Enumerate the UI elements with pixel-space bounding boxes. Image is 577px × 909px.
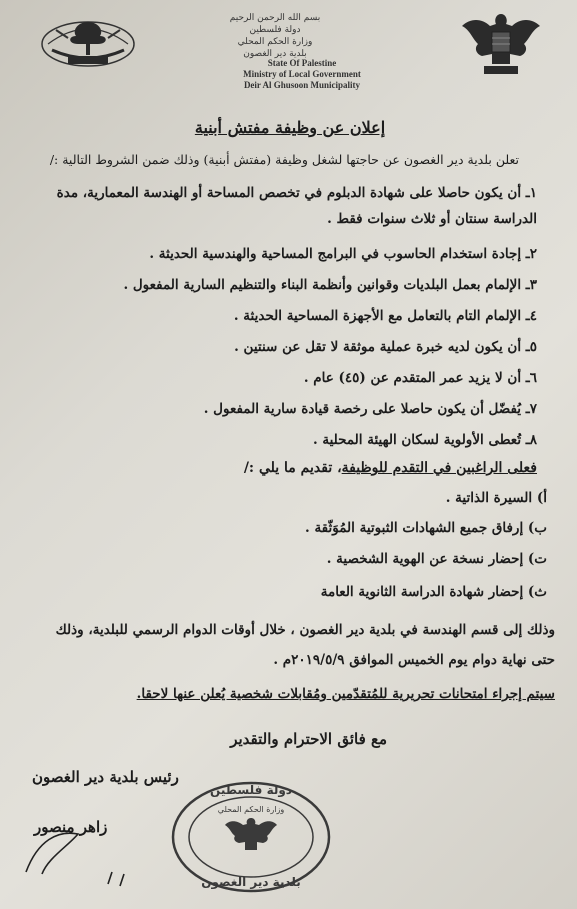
condition-item: ٥ـ أن يكون لديه خبرة عملية موثقة لا تقل عن سنتين .	[234, 339, 537, 355]
document-item: أ) السيرة الذاتية .	[445, 490, 547, 506]
condition-item: ١ـ أن يكون حاصلا على شهادة الدبلوم في تخصص المساحة أو الهندسة المعمارية، مدة الدراسة سنتان أو ثلاث سنوات فقط .	[56, 185, 537, 227]
header-en-ministry: Ministry of Local Government	[243, 69, 361, 79]
title-text: إعلان عن وظيفة مفتش أبنية	[194, 118, 386, 137]
condition-item: ٣ـ الإلمام بعمل البلديات وقوانين وأنظمة البناء والتنظيم السارية المفعول .	[123, 277, 537, 293]
announcement-title	[140, 118, 440, 137]
palestine-eagle-icon	[456, 8, 546, 80]
applicants-heading	[27, 460, 537, 476]
header-state: دولة فلسطين	[249, 25, 301, 35]
condition-item: ٤ـ الإلمام التام بالتعامل مع الأجهزة المساحية الحديثة .	[233, 308, 537, 324]
applicants-heading-underlined: فعلى الراغبين في التقدم للوظيفة	[341, 460, 537, 476]
condition-item: ٢ـ إجادة استخدام الحاسوب في البرامج المساحية والهندسية الحديثة .	[149, 246, 537, 262]
stamp-top-text: دولة فلسطين	[210, 783, 292, 797]
official-stamp-icon	[168, 778, 334, 896]
condition-item: ٧ـ يُفضّل أن يكون حاصلا على رخصة قيادة سارية المفعول .	[203, 401, 537, 417]
signature-icon	[18, 800, 158, 900]
header-english	[222, 58, 382, 91]
applicants-heading-rest: ، تقديم ما يلي :/	[243, 460, 342, 476]
signatory-name: زاهر منصور	[34, 818, 108, 836]
submission-line-1: وذلك إلى قسم الهندسة في بلدية دير الغصون ، خلال أوقات الدوام الرسمي للبلدية، وذلك	[55, 622, 555, 638]
header-en-municipality: Deir Al Ghusoon Municipality	[243, 80, 361, 90]
header-arabic	[195, 12, 355, 60]
intro-text: تعلن بلدية دير الغصون عن حاجتها لشغل وظيفة (مفتش أبنية) وذلك ضمن الشروط التالية :/	[49, 152, 519, 167]
basmala: بسم الله الرحمن الرحيم	[229, 13, 321, 23]
closing-text: مع فائق الاحترام والتقدير	[230, 730, 387, 748]
header-ministry: وزارة الحكم المحلي	[237, 37, 313, 47]
document-item: ب) إرفاق جميع الشهادات الثبوتية المُوَثّقة .	[305, 520, 547, 536]
exam-note-text: سيتم إجراء امتحانات تحريرية للمُتقدّمين ومُقابلات شخصية يُعلن عنها لاحقا.	[136, 686, 555, 702]
exam-note	[25, 680, 555, 708]
stamp-middle-text: وزارة الحكم المحلي	[217, 805, 285, 814]
municipality-logo-icon	[38, 10, 138, 72]
condition-item: ٨ـ تُعطى الأولوية لسكان الهيئة المحلية .	[312, 432, 537, 448]
condition-item: ٦ـ أن لا يزيد عمر المتقدم عن (٤٥) عام .	[303, 370, 537, 386]
header-en-state: State Of Palestine	[267, 58, 337, 68]
header-municipality: بلدية دير الغصون	[243, 49, 307, 59]
document-item: ت) إحضار نسخة عن الهوية الشخصية .	[326, 551, 547, 567]
stamp-bottom-text: بلدية دير الغصون	[201, 875, 301, 889]
document-item: ث) إحضار شهادة الدراسة الثانوية العامة	[320, 584, 547, 600]
submission-line-2: حتى نهاية دوام يوم الخميس الموافق ٢٠١٩/٥/٩م .	[273, 652, 555, 668]
signatory-title: رئيس بلدية دير الغصون	[32, 768, 179, 786]
